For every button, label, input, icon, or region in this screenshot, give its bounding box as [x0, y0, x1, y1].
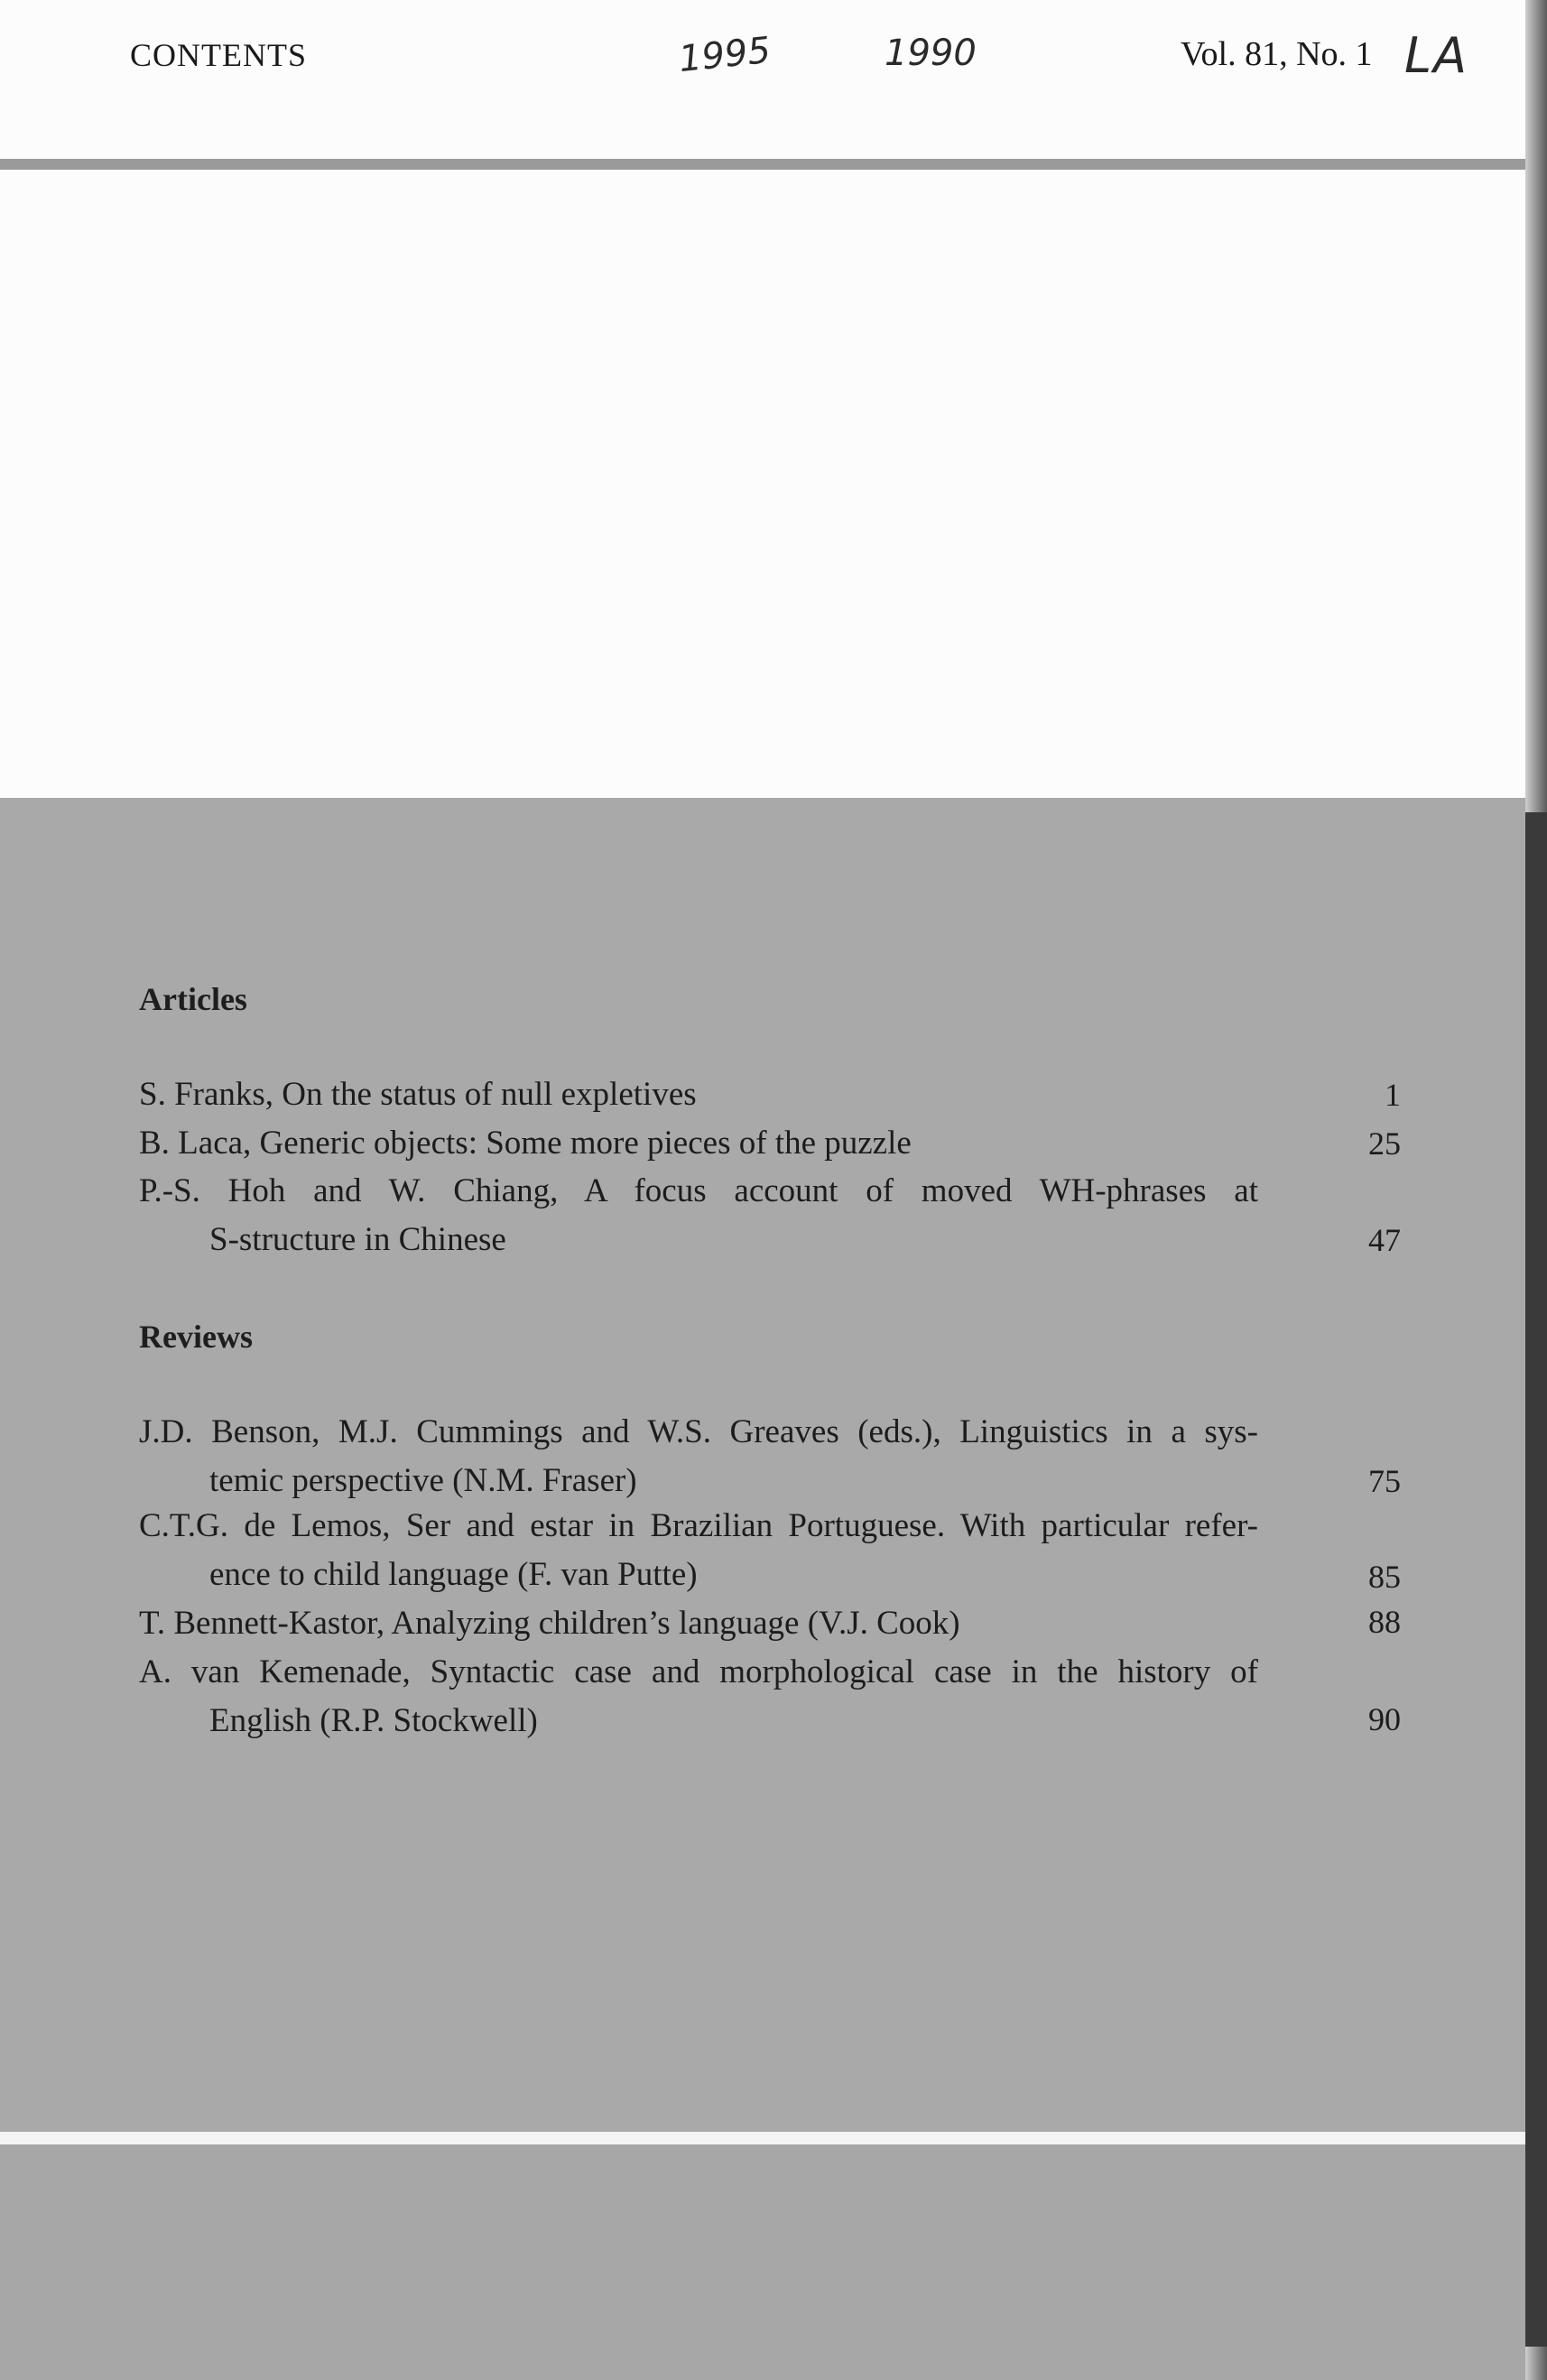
toc-entry — [139, 1119, 1258, 1168]
toc-page-number: 85 — [1368, 1559, 1401, 1595]
toc-entry-text: C.T.G. de Lemos, Ser and estar in Brazilian Portuguese. With particular refer- — [139, 1507, 1258, 1544]
top-divider-rule — [0, 159, 1525, 170]
toc-entry-continuation: English (R.P. Stockwell) — [209, 1702, 538, 1739]
toc-entry-continuation: ence to child language (F. van Putte) — [209, 1556, 698, 1593]
handwritten-note-year-1: 1995 — [676, 29, 773, 81]
toc-entry-text: J.D. Benson, M.J. Cummings and W.S. Greaves (eds.), Linguistics in a sys- — [139, 1413, 1258, 1450]
toc-entry-text: B. Laca, Generic objects: Some more pieces of the puzzle — [139, 1125, 912, 1162]
toc-entry — [139, 1167, 1258, 1264]
volume-issue-label: Vol. 81, No. 1 — [1181, 35, 1373, 73]
section-heading-articles: Articles — [139, 981, 247, 1017]
toc-entry — [139, 1408, 1258, 1505]
toc-entry — [139, 1502, 1258, 1599]
toc-entry-text: A. van Kemenade, Syntactic case and morphological case in the history of — [139, 1653, 1258, 1690]
toc-entry-continuation: S-structure in Chinese — [209, 1221, 506, 1258]
toc-entry — [139, 1599, 1258, 1648]
toc-entry — [139, 1648, 1258, 1746]
contents-label: CONTENTS — [130, 37, 307, 73]
toc-page-number: 1 — [1385, 1077, 1401, 1113]
lower-panel — [0, 2144, 1525, 2380]
toc-page-number: 47 — [1368, 1222, 1401, 1258]
section-heading-reviews: Reviews — [139, 1319, 253, 1355]
bottom-divider-rule — [0, 2132, 1525, 2144]
handwritten-note-year-2: 1990 — [885, 32, 977, 74]
toc-entry — [139, 1070, 1258, 1119]
toc-page-number: 90 — [1368, 1701, 1401, 1737]
toc-entry-text: P.-S. Hoh and W. Chiang, A focus account of moved WH-phrases at — [139, 1172, 1258, 1209]
toc-entry-text: S. Franks, On the status of null expletives — [139, 1076, 697, 1113]
toc-entry-continuation: temic perspective (N.M. Fraser) — [209, 1462, 637, 1499]
handwritten-note-initials: LA — [1404, 27, 1469, 84]
toc-entry-text: T. Bennett-Kastor, Analyzing children’s language (V.J. Cook) — [139, 1605, 960, 1642]
toc-page-number: 88 — [1368, 1604, 1401, 1640]
binding-edge-shadow — [1525, 812, 1547, 2347]
toc-page-number: 75 — [1368, 1463, 1401, 1499]
toc-page-number: 25 — [1368, 1125, 1401, 1162]
